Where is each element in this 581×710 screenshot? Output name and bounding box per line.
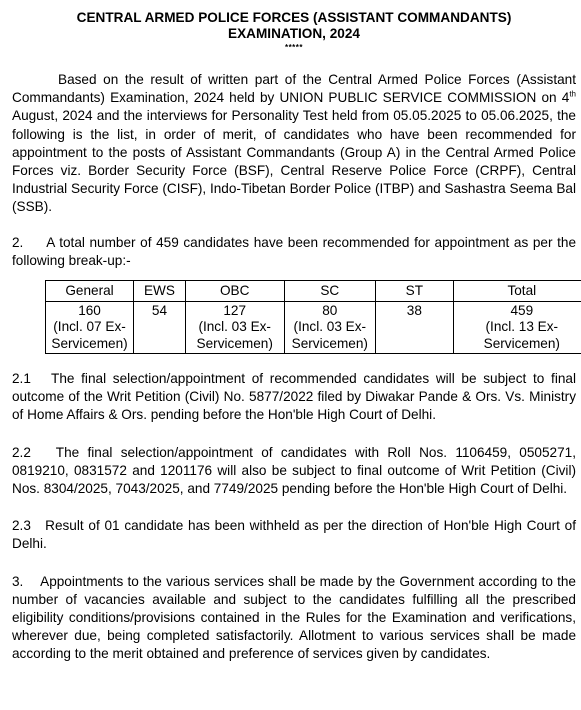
paragraph-2-text: A total number of 459 candidates have been recommended for appointment as per the following break-up:-	[12, 234, 577, 268]
paragraph-2-3-text: Result of 01 candidate has been withheld as per the direction of Hon'ble High Court of Delhi.	[12, 518, 576, 552]
paragraph-2-2	[12, 444, 576, 499]
cell-st: 38	[376, 301, 453, 354]
header-total: Total	[453, 281, 581, 302]
paragraph-3-number: 3.	[12, 573, 24, 589]
paragraph-1-text-b: August, 2024 and the interviews for Personality Test held from 05.05.2025 to 05.06.2025, the following is the list, in order of merit, of candidates who have been recommended for appointment to the posts of Assistant Commandants (Group A) in the Central Armed Police Forces viz. Border Security Force (BSF), Central Reserve Police Force (CRPF), Central Industrial Security Force (CISF), Indo-Tibetan Border Police (ITBP) and Sashastra Seema Bal (SSB).	[12, 108, 576, 215]
paragraph-2-1-number: 2.1	[12, 371, 31, 387]
cell-obc: 127 (Incl. 03 Ex- Servicemen)	[185, 301, 284, 354]
table-row	[46, 301, 581, 354]
paragraph-2-number: 2.	[12, 234, 24, 250]
category-breakup-table	[45, 280, 581, 354]
header-ews: EWS	[134, 281, 186, 302]
title-separator-stars: *****	[284, 43, 304, 52]
document-title	[12, 10, 576, 42]
paragraph-2-1-text: The final selection/appointment of recommended candidates will be subject to final outcome of the Writ Petition (Civil) No. 5877/2022 filed by Diwakar Pande & Ors. Vs. Ministry of Home Affairs & Ors. pending before the Hon'ble High Court of Delhi.	[12, 371, 576, 423]
ordinal-suffix: th	[569, 89, 576, 99]
paragraph-2-2-text: The final selection/appointment of candidates with Roll Nos. 1106459, 0505271, 0819210, 0831572 and 1201176 will also be subject to final outcome of Writ Petition (Civil) Nos. 8304/2025, 7043/2025, and 7749/2025 pending before the Hon'ble High Court of Delhi.	[12, 444, 576, 497]
cell-total: 459 (Incl. 13 Ex- Servicemen)	[453, 301, 581, 354]
header-obc: OBC	[185, 281, 284, 302]
cell-sc: 80 (Incl. 03 Ex- Servicemen)	[284, 301, 376, 354]
title-line-1: CENTRAL ARMED POLICE FORCES (ASSISTANT COMMANDANTS)	[76, 10, 512, 25]
paragraph-2-2-number: 2.2	[12, 444, 31, 460]
paragraph-2	[12, 234, 576, 270]
cell-ews: 54	[134, 301, 186, 354]
paragraph-3	[12, 573, 576, 664]
header-general: General	[46, 281, 134, 302]
paragraph-3-text: Appointments to the various services shall be made by the Government according to the number of vacancies available and subject to the candidates fulfilling all the prescribed eligibility conditions/provisions contained in the Rules for the Examination and verifications, wherever due, being completed satisfactorily. Allotment to various services shall be made according to the merit obtained and preference of services given by candidates.	[12, 573, 576, 662]
table-header-row	[46, 281, 581, 302]
header-sc: SC	[284, 281, 376, 302]
paragraph-2-3-number: 2.3	[12, 518, 31, 534]
title-line-2: EXAMINATION, 2024	[228, 26, 360, 41]
paragraph-1	[12, 71, 576, 217]
paragraph-2-3	[12, 517, 576, 553]
paragraph-2-1	[12, 370, 576, 425]
paragraph-1-text-a: Based on the result of written part of the Central Armed Police Forces (Assistant Commandants) Examination, 2024 held by UNION PUBLIC SERVICE COMMISSION on 4	[12, 72, 576, 106]
header-st: ST	[376, 281, 453, 302]
cell-general: 160 (Incl. 07 Ex- Servicemen)	[46, 301, 134, 354]
